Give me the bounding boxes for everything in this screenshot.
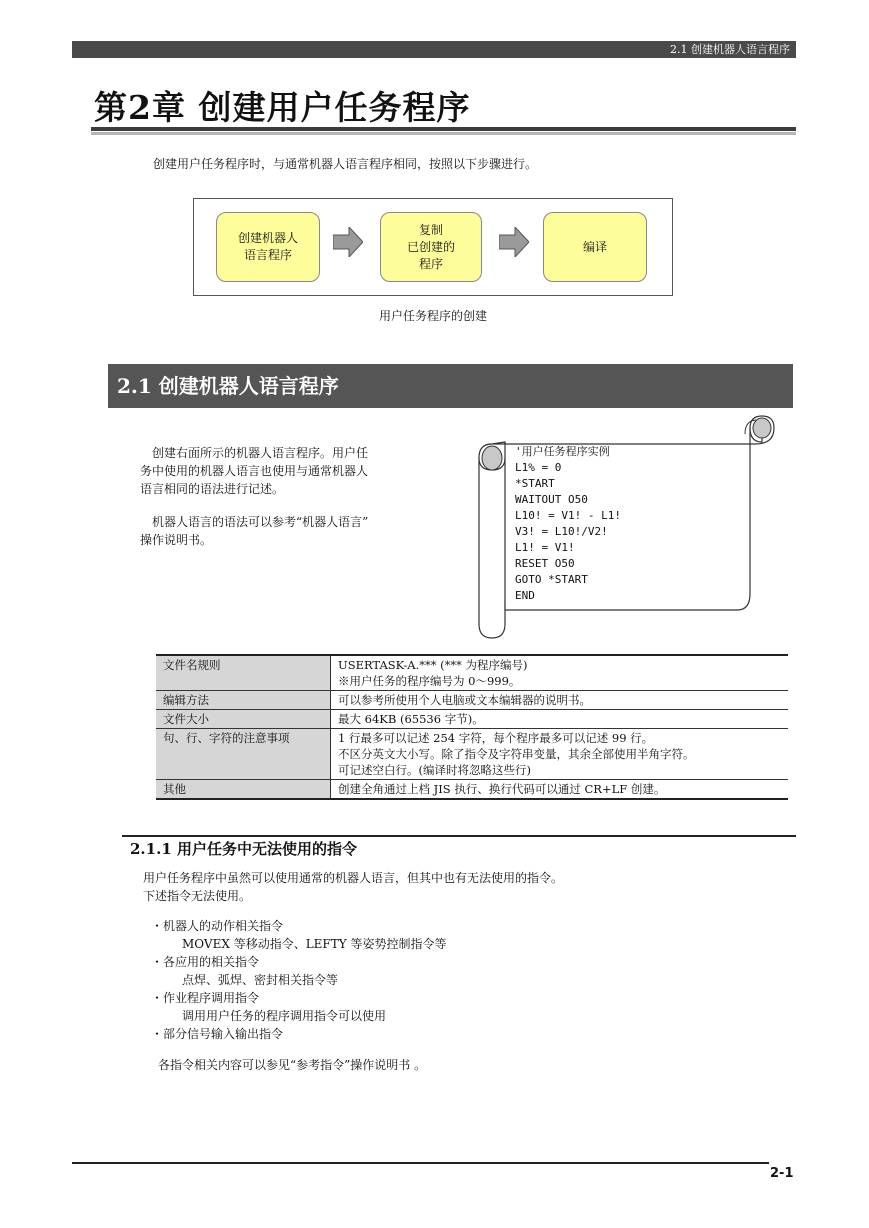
table-row (156, 710, 788, 729)
table-value (331, 780, 789, 800)
list-item-detail: 点焊、弧焊、密封相关指令等 (182, 973, 339, 987)
flow-step-line: 编译 (582, 239, 607, 254)
chapter-title: 第2章 创建用户任务程序 (94, 88, 471, 127)
text-line: 用户任务程序中虽然可以使用通常的机器人语言，但其中也有无法使用的指令。 (143, 871, 564, 885)
table-key: 编辑方法 (156, 691, 331, 710)
value-line: 可以参考所使用个人电脑或文本编辑器的说明书。 (338, 693, 591, 707)
flow-caption: 用户任务程序的创建 (378, 309, 487, 323)
restricted-commands-list (155, 917, 447, 1043)
list-item-detail: MOVEX 等移动指令、LEFTY 等姿势控制指令等 (182, 937, 447, 951)
list-item: ・ 机器人的动作相关指令 (155, 917, 447, 935)
flow-step-create (216, 212, 320, 282)
page-number: 2-1 (770, 1166, 794, 1181)
footer-rule (72, 1162, 769, 1164)
table-value (331, 729, 789, 780)
list-item-detail: 调用用户任务的程序调用指令可以使用 (182, 1009, 387, 1023)
list-item: ・ 作业程序调用指令 (155, 989, 447, 1007)
chapter-rule-shadow (91, 132, 796, 135)
table-value (331, 710, 789, 729)
flow-step-line: 复制 (418, 222, 443, 237)
code-line: GOTO *START (515, 573, 588, 586)
table-key: 文件大小 (156, 710, 331, 729)
table-key: 其他 (156, 780, 331, 800)
code-line: RESET O50 (515, 557, 575, 570)
subsection-rule (122, 835, 796, 837)
chapter-rule (91, 127, 796, 131)
flow-step-compile (543, 212, 647, 282)
list-item: ・ 部分信号输入输出指令 (155, 1025, 447, 1043)
list-item: ・ 各应用的相关指令 (155, 953, 447, 971)
text-line: 创建右面所示的机器人语言程序。用户任 (152, 446, 369, 460)
value-line: ※用户任务的程序编号为 0～999。 (338, 674, 521, 688)
reference-note: 各指令相关内容可以参见“参考指令”操作说明书 。 (158, 1058, 427, 1072)
code-line: '用户任务程序实例 (515, 445, 610, 458)
flow-step-copy (380, 212, 482, 282)
table-value (331, 655, 789, 691)
flow-step-line: 语言程序 (243, 248, 292, 262)
code-line: L1! = V1! (515, 541, 575, 554)
flow-diagram (193, 198, 673, 296)
table-row (156, 655, 788, 691)
text-line: 操作说明书。 (140, 533, 213, 547)
table-key: 文件名规则 (156, 655, 331, 691)
code-line: L10! = V1! - L1! (515, 509, 621, 522)
table-row (156, 691, 788, 710)
section-title: 2.1 创建机器人语言程序 (108, 364, 793, 408)
reference-paragraph (140, 513, 368, 549)
table-row (156, 780, 788, 800)
table-value (331, 691, 789, 710)
running-header: 2.1 创建机器人语言程序 (72, 41, 796, 58)
text-line: 下述指令无法使用。 (143, 889, 252, 903)
value-line: 1 行最多可以记述 254 字符，每个程序最多可以记述 99 行。 (338, 731, 654, 745)
arrow-right-icon (499, 227, 529, 257)
subsection-title: 2.1.1 用户任务中无法使用的指令 (130, 840, 357, 858)
value-line: 不区分英文大小写。除了指令及字符串变量，其余全部使用半角字符。 (338, 747, 695, 761)
arrow-right-icon (333, 227, 363, 257)
code-listing (515, 444, 621, 604)
code-line: V3! = L10!/V2! (515, 525, 608, 538)
intro-text: 创建用户任务程序时，与通常机器人语言程序相同，按照以下步骤进行。 (153, 157, 538, 171)
text-line: 机器人语言的语法可以参考“机器人语言” (152, 515, 369, 529)
value-line: 最大 64KB (65536 字节)。 (338, 712, 484, 726)
value-line: 创建全角通过上档 JIS 执行、换行代码可以通过 CR+LF 创建。 (338, 782, 666, 796)
text-line: 语言相同的语法进行记述。 (140, 482, 285, 496)
code-line: L1% = 0 (515, 461, 562, 474)
table-row (156, 729, 788, 780)
table-key: 句、行、字符的注意事项 (156, 729, 331, 780)
subsection-intro (143, 869, 563, 905)
flow-step-line: 已创建的 (406, 239, 455, 254)
value-line: 可记述空白行。(编译时将忽略这些行) (338, 763, 531, 777)
flow-step-line: 创建机器人 (237, 231, 298, 245)
spec-table (156, 654, 788, 800)
flow-step-line: 程序 (418, 256, 443, 271)
text-line: 务中使用的机器人语言也使用与通常机器人 (140, 464, 369, 478)
code-line: *START (515, 477, 555, 490)
code-line: WAITOUT O50 (515, 493, 588, 506)
value-line: USERTASK-A.*** (*** 为程序编号) (338, 658, 528, 672)
description-paragraph (140, 444, 368, 498)
code-line: END (515, 589, 535, 602)
